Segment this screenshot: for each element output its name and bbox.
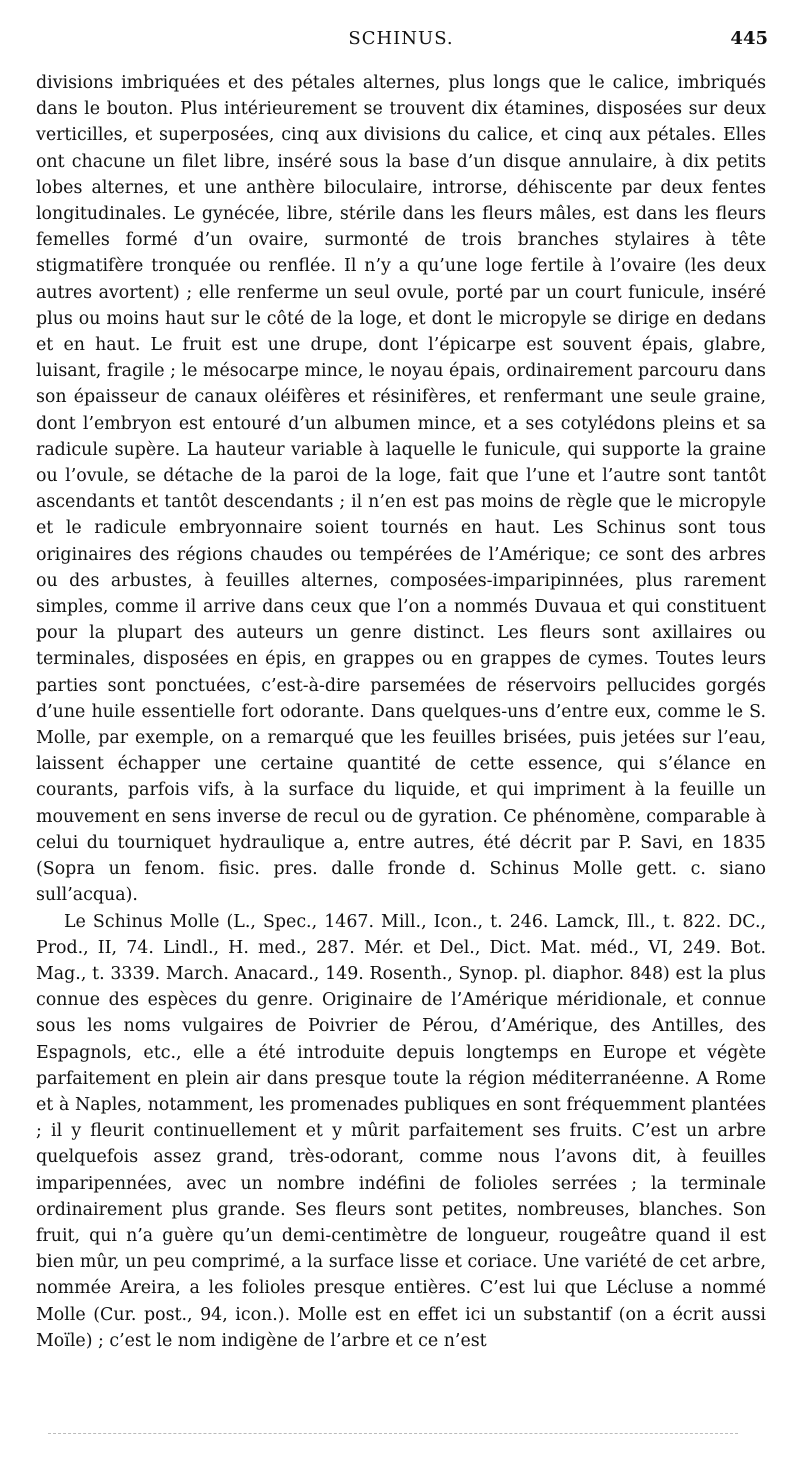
running-head [36, 28, 766, 56]
paragraph-genus-description: divisions imbriquées et des pétales alternes, plus longs que le calice, imbriqués dans le bouton. Plus intérieurement se trouvent dix étamines, disposées sur deux verticilles, et superposées, cinq aux divisions du calice, et cinq aux pétales. Elles ont chacune un filet libre, inséré sous la base d’un disque annulaire, à dix petits lobes alternes, et une anthère biloculaire, introrse, déhiscente par deux fentes longitudinales. Le gynécée, libre, stérile dans les fleurs mâles, est dans les fleurs femelles formé d’un ovaire, surmonté de trois branches stylaires à tête stigmatifère tronquée ou renflée. Il n’y a qu’une loge fertile à l’ovaire (les deux autres avortent) ; elle renferme un seul ovule, porté par un court funicule, inséré plus ou moins haut sur le côté de la loge, et dont le micropyle se dirige en dedans et en haut. Le fruit est une drupe, dont l’épicarpe est souvent épais, glabre, luisant, fragile ; le mésocarpe mince, le noyau épais, ordinairement parcouru dans son épaisseur de canaux oléifères et résinifères, et renfermant une seule graine, dont l’embryon est entouré d’un albumen mince, et a ses cotylédons pleins et sa radicule supère. La hauteur variable à laquelle le funicule, qui supporte la graine ou l’ovule, se détache de la paroi de la loge, fait que l’une et l’autre sont tantôt ascendants et tantôt descendants ; il n’en est pas moins de règle que le micropyle et le radicule embryonnaire soient tournés en haut. Les Schinus sont tous originaires des régions chaudes ou tempérées de l’Amérique; ce sont des arbres ou des arbustes, à feuilles alternes, composées-imparipinnées, plus rarement simples, comme il arrive dans ceux que l’on a nommés Duvaua et qui constituent pour la plupart des auteurs un genre distinct. Les fleurs sont axillaires ou terminales, disposées en épis, en grappes ou en grappes de cymes. Toutes leurs parties sont ponctuées, c’est-à-dire parsemées de réservoirs pellucides gorgés d’une huile essentielle fort odorante. Dans quelques-uns d’entre eux, comme le S. Molle, par exemple, on a remarqué que les feuilles brisées, puis jetées sur l’eau, laissent échapper une certaine quantité de cette essence, qui s’élance en courants, parfois vifs, à la surface du liquide, et qui impriment à la feuille un mouvement en sens inverse de recul ou de gyration. Ce phénomène, comparable à celui du tourniquet hydraulique a, entre autres, été décrit par P. Savi, en 1835 (Sopra un fenom. fisic. pres. dalle fronde d. Schinus Molle gett. c. siano sull’acqua). [36, 73, 766, 906]
body-text [36, 70, 766, 1354]
paragraph-schinus-molle: Le Schinus Molle (L., Spec., 1467. Mill., Icon., t. 246. Lamck, Ill., t. 822. DC., Prod., II, 74. Lindl., H. med., 287. Mér. et Del., Dict. Mat. méd., VI, 249. Bot. Mag., t. 3339. March. Anacard., 149. Rosenth., Synop. pl. diaphor. 848) est la plus connue des espèces du genre. Originaire de l’Amérique méridionale, et connue sous les noms vulgaires de Poivrier de Pérou, d’Amérique, des Antilles, des Espagnols, etc., elle a été introduite depuis longtemps en Europe et végète parfaitement en plein air dans presque toute la région méditerranéenne. A Rome et à Naples, notamment, les promenades publiques en sont fréquemment plantées ; il y fleurit continuellement et y mûrit parfaitement ses fruits. C’est un arbre quelquefois assez grand, très-odorant, comme nous l’avons dit, à feuilles imparipennées, avec un nombre indéfini de folioles serrées ; la terminale ordinairement plus grande. Ses fleurs sont petites, nombreuses, blanches. Son fruit, qui n’a guère qu’un demi-centimètre de longueur, rougeâtre quand il est bien mûr, un peu comprimé, a la surface lisse et coriace. Une variété de cet arbre, nommée Areira, a les folioles presque entières. C’est lui que Lécluse a nommé Molle (Cur. post., 94, icon.). Molle est en effet ici un substantif (on a écrit aussi Moïle) ; c’est le nom indigène de l’arbre et ce n’est [36, 911, 766, 1351]
footer-rule [48, 1433, 738, 1434]
page-number: 445 [730, 28, 768, 49]
book-page [36, 0, 766, 1467]
running-title: SCHINUS. [348, 28, 454, 49]
